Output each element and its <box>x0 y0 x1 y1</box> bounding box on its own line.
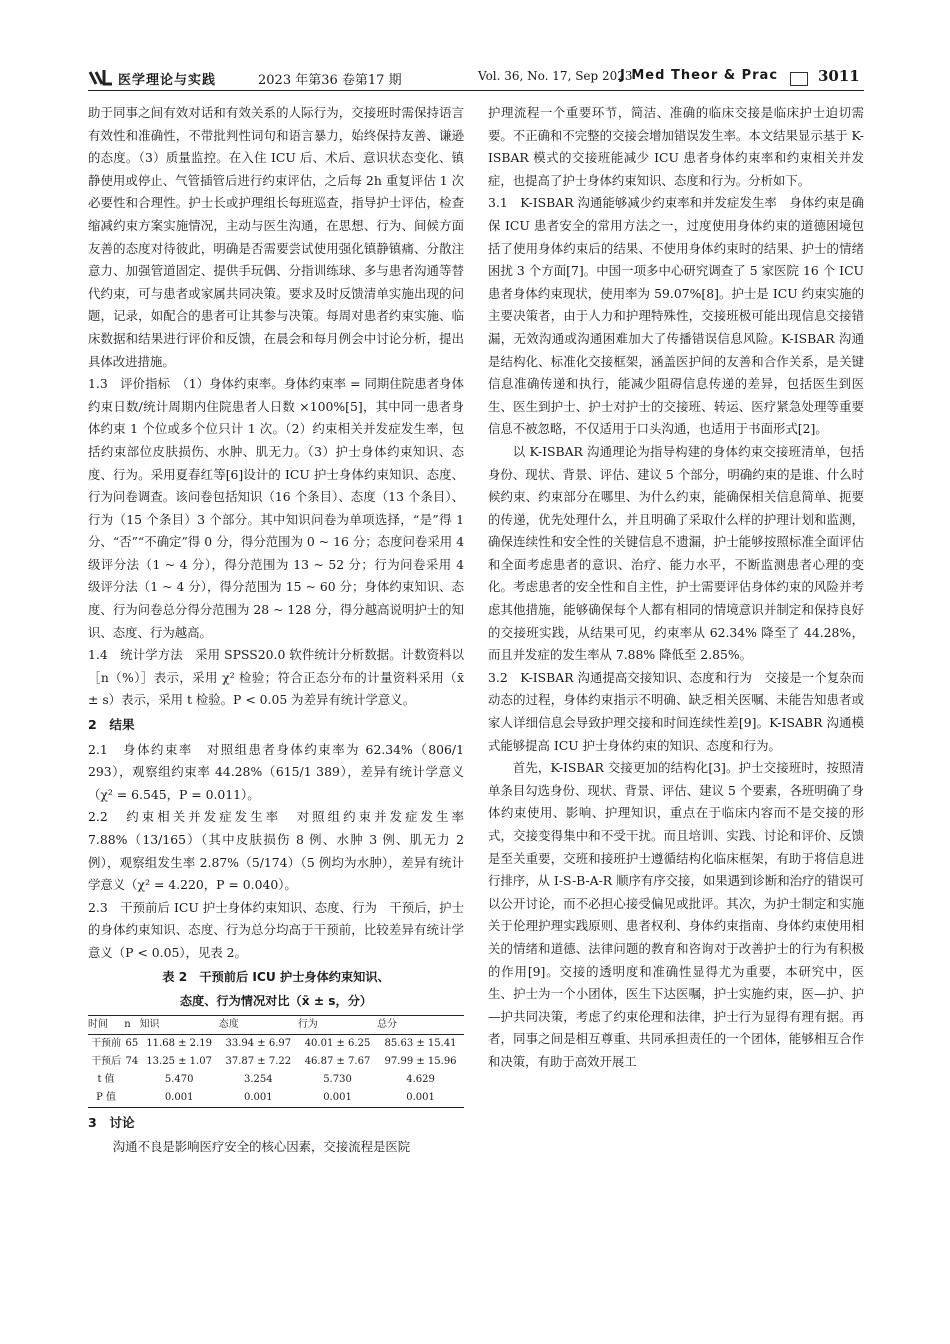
page-header <box>88 66 864 92</box>
section-heading-results: 2 结果 <box>88 717 135 733</box>
paragraph: 首先，K-ISBAR 交接更加的结构化[3]。护士交接班时，按照清单条目勾选身份、现状、背景、评估、建议 5 个要素，各班明确了身体约束使用、影响、护理知识，重点在于临床内容而不是交接的形式，交接变得集中和不受干扰。而且培训、实践、讨论和评价、反馈是至关重要，交班和接班护士遵循结构化临床框架，有助于将信息进行排序，从 I-S-B-A-R 顺序有序交接，如果遇到诊断和治疗的错误可以公开讨论，而不必担心接受偏见或批评。其次，为护士制定和实施关于伦理护理实践原则、患者权利、身体约束指南、身体约束使用相关的情绪和道德、法律问题的教育和咨询对于改善护士的行为有积极的作用[9]。交接的透明度和准确性显得尤为重要，本研究中，医生、护士为一个小团体，医生下达医嘱，护士实施约束，医—护、护—护共同决策，考虑了约束伦理和法律，护士行为显得有理有据。再者，同事之间是相互尊重、共同承担责任的一个团体，能够相互合作和决策，有助于高效开展工 <box>488 760 864 1069</box>
cell: 37.87 ± 7.22 <box>225 1055 292 1067</box>
cell: 13.25 ± 1.07 <box>146 1055 212 1067</box>
cell: 4.629 <box>406 1073 435 1085</box>
cell: P 值 <box>88 1089 124 1108</box>
cell: 74 <box>125 1055 139 1067</box>
cell <box>124 1089 139 1108</box>
table-title-line: 态度、行为情况对比（x̄ ± s，分） <box>179 993 373 1008</box>
paragraph: 助于同事之间有效对话和有效关系的人际行为，交接班时需保持语言有效性和准确性，不带批判性词句和语言暴力，始终保持友善、谦逊的态度。（3）质量监控。在入住 ICU 后、术后、意识状态变化、镇静使用或停止、气管插管后进行约束评估，之后每 2h 重复评估 1 次必要性和合理性。护士长或护理组长每班巡查，指导护士评估，检查缩减约束方案实施情况，主动与医生沟通，在思想、行为、间候方面友善的态度对待彼此，明确是否需要尝试使用强化镇静镇痛、分散注意力、加强管道固定、提供手玩偶、分指训练球、多与患者沟通等替代约束，可与患者或家属共同决策。要求及时反馈清单实施出现的问题，记录，如配合的患者可让其参与决策。每周对患者约束实施、临床数据和结果进行评价和反馈，在晨会和每月例会中讨论分析，提出具体改进措施。 <box>88 105 464 369</box>
page-number: 3011 <box>818 67 860 85</box>
journal-logo-icon <box>88 68 114 88</box>
section-heading-discussion: 3 讨论 <box>88 1114 135 1130</box>
cell: 85.63 ± 15.41 <box>384 1037 457 1049</box>
cell: 0.001 <box>219 1089 298 1108</box>
table-row <box>88 1089 464 1108</box>
table-row <box>88 1034 464 1053</box>
journal-name-cn: 医学理论与实践 <box>118 73 217 88</box>
cell: 3.254 <box>244 1073 273 1085</box>
paragraph: 护理流程一个重要环节，简洁、准确的临床交接是临床护士迫切需要。不正确和不完整的交接会增加错误发生率。本文结果显示基于 K-ISBAR 模式的交接班能减少 ICU 患者身体约束率和约束相关并发症，也提高了护士身体约束知识、态度和行为。分析如下。 <box>488 105 864 188</box>
cell: 干预后 <box>91 1055 122 1067</box>
paragraph: 沟通不良是影响医疗安全的核心因素，交接流程是医院 <box>112 1139 411 1155</box>
col-header: 行为 <box>298 1015 377 1034</box>
journal-name-en: J Med Theor & Prac <box>620 68 779 83</box>
header-box-icon <box>790 72 808 86</box>
left-column <box>88 102 464 1159</box>
right-column <box>488 102 864 1074</box>
cell: t 值 <box>97 1073 115 1085</box>
cell: 干预前 <box>91 1037 122 1049</box>
cell: 97.99 ± 15.96 <box>384 1055 457 1067</box>
paragraph: 2.3 干预前后 ICU 护士身体约束知识、态度、行为 干预后，护士的身体约束知识、态度、行为总分均高于干预前，比较差异有统计学意义（P < 0.05），见表 2。 <box>88 899 464 960</box>
col-header: 时间 <box>88 1015 124 1034</box>
issue-cn: 2023 年第36 卷第17 期 <box>258 73 402 88</box>
cell: 11.68 ± 2.19 <box>146 1037 212 1049</box>
paragraph: 2.2 约束相关并发症发生率 对照组约束并发症发生率 7.88%（13/165）（其中皮肤损伤 8 例、水肿 3 例、肌无力 2 例），观察组发生率 2.87%（5/174）（5 例均为水肿），差异有统计学意义（χ² = 4.220，P = 0.040）。 <box>88 809 464 893</box>
cell: 5.470 <box>164 1073 194 1085</box>
cell: 40.01 ± 6.25 <box>304 1037 371 1049</box>
cell: 65 <box>125 1037 139 1049</box>
col-header: n <box>124 1015 139 1034</box>
paragraph: 1.4 统计学方法 采用 SPSS20.0 软件统计分析数据。计数资料以［n（%）］表示，采用 χ² 检验；符合正态分布的计量资料采用（x̄ ± s）表示，采用 t 检验。P < 0.05 为差异有统计学意义。 <box>88 647 464 708</box>
cell: 0.001 <box>140 1089 219 1108</box>
paragraph: 3.1 K-ISBAR 沟通能够减少约束率和并发症发生率 身体约束是确保 ICU 患者安全的常用方法之一，过度使用身体约束的道德困境包括了使用身体约束后的结果、不使用身体约束时的结果、护士的情绪困扰 3 个方面[7]。中国一项多中心研究调查了 5 家医院 16 个 ICU 患者身体约束现状，使用率为 59.07%[8]。护士是 ICU 约束实施的主要决策者，由于人力和护理特殊性，交接班极可能出现信息交接错漏，无效沟通或沟通困难加大了传播错误信息风险。K-ISBAR 沟通是结构化、标准化交接框架，涵盖医护间的友善和合作关系，是关键信息准确传递和执行，能减少阻碍信息传递的差异，包括医生到医生、医生到护士、护士对护士的交接班、转运、医疗紧急处理等重要信息不被忽略，不仅适用于口头沟通，也适用于书面形式[2]。 <box>488 195 864 437</box>
cell: 33.94 ± 6.97 <box>225 1037 292 1049</box>
table-row <box>88 1053 464 1071</box>
col-header: 知识 <box>140 1015 219 1034</box>
col-header: 总分 <box>377 1015 464 1034</box>
cell: 46.87 ± 7.67 <box>304 1055 371 1067</box>
table-2 <box>88 1015 464 1108</box>
cell: 0.001 <box>377 1089 464 1108</box>
col-header: 态度 <box>219 1015 298 1034</box>
volume-en: Vol. 36, No. 17, Sep 2023 <box>478 69 633 83</box>
table-title <box>88 965 464 1013</box>
cell: 0.001 <box>298 1089 377 1108</box>
paragraph: 3.2 K-ISBAR 沟通提高交接知识、态度和行为 交接是一个复杂而动态的过程，身体约束指示不明确、缺乏相关医嘱、未能告知患者或家人详细信息会导致护理交接和时间连续性差[9]。K-ISABR 沟通模式能够提高 ICU 护士身体约束的知识、态度和行为。 <box>488 669 864 753</box>
table-title-line: 表 2 干预前后 ICU 护士身体约束知识、 <box>162 969 390 984</box>
cell: 5.730 <box>323 1073 352 1085</box>
paragraph: 以 K-ISBAR 沟通理论为指导构建的身体约束交接班清单，包括身份、现状、背景、评估、建议 5 个部分，明确约束的是谁、什么时候约束、约束部分在哪里、为什么约束，能确保相关信息简单、扼要的传递，优先处理什么，并且明确了采取什么样的护理计划和监测，确保连续性和安全性的关键信息不遗漏，护士能够按照标准全面评估和全面考虑患者的意识、治疗、能力水平，不断监测患者心理的变化。考虑患者的安全性和自主性，护士需要评估身体约束的风险并考虑其他措施，能够确保每个人都有相同的情境意识并制定和保持良好的交接班实践，从结果可见，约束率从 62.34% 降至了 44.28%，而且并发症的发生率从 7.88% 降低至 2.85%。 <box>488 443 864 663</box>
table-row <box>88 1071 464 1089</box>
paragraph: 2.1 身体约束率 对照组患者身体约束率为 62.34%（806/1 293），观察组约束率 44.28%（615/1 389），差异有统计学意义（χ² = 6.545，P = 0.011）。 <box>88 741 464 802</box>
header-rule <box>88 90 864 91</box>
cell <box>124 1071 139 1089</box>
paragraph: 1.3 评价指标 （1）身体约束率。身体约束率 = 同期住院患者身体约束日数/统计周期内住院患者人日数 ×100%[5]，其中同一患者身体约束 1 个位或多个位只计 1 次。（2）约束相关并发症发生率，包括约束部位皮肤损伤、水肿、肌无力。（3）护士身体约束知识、态度、行为。采用夏春红等[6]设计的 ICU 护士身体约束知识、态度、行为问卷调查。该问卷包括知识（16 个条目）、态度（13 个条目）、行为（15 个条目）3 个部分。其中知识问卷为单项选择，“是”得 1 分、“否”“不确定”得 0 分，得分范围为 0 ~ 16 分；态度问卷采用 4 级评分法（1 ~ 4 分），得分范围为 13 ~ 52 分；行为问卷采用 4 级评分法（1 ~ 4 分），得分范围为 15 ~ 60 分；身体约束知识、态度、行为问卷总分得分范围为 28 ~ 128 分，得分越高说明护士的知识、态度、行为越高。 <box>88 376 464 640</box>
